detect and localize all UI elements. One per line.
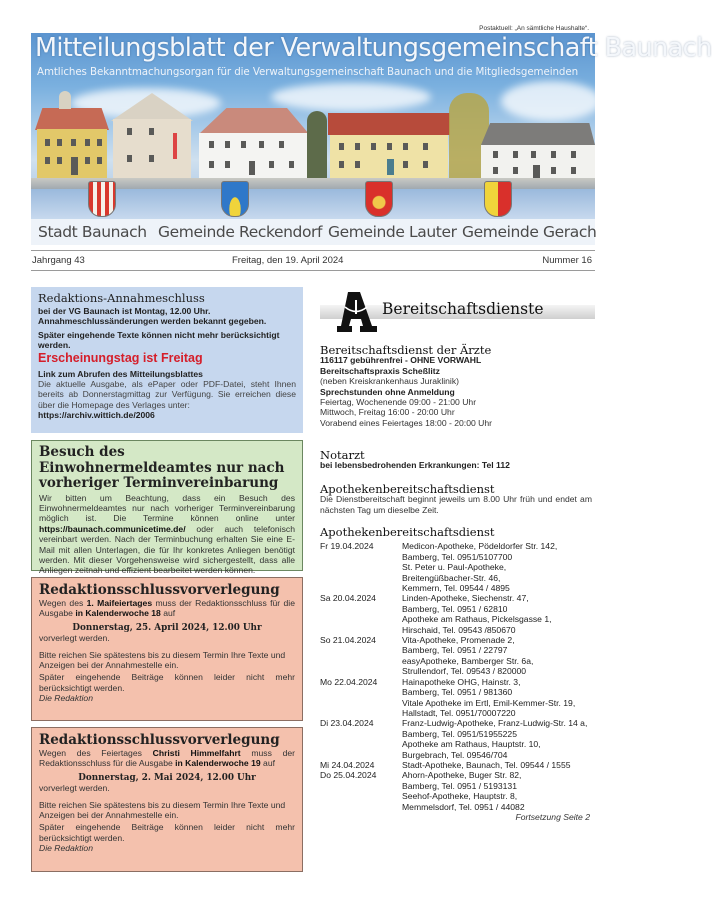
- notice1-p2: vorverlegt werden.: [39, 633, 110, 644]
- doctors-hours-3: Vorabend eines Feiertages 18:00 - 20:00 Uhr: [320, 417, 492, 428]
- notice1-date: Donnerstag, 25. April 2024, 12.00 Uhr: [72, 622, 262, 633]
- pharmacy-line: Vita-Apotheke, Promenade 2,: [402, 635, 515, 646]
- notice2-week: in Kalenderwoche 19: [175, 758, 261, 769]
- notice1-p1-a: Wegen des: [39, 598, 87, 608]
- municipality-gerach: Gemeinde Gerach: [462, 223, 597, 241]
- pharmacy-line: Vitale Apotheke im Ertl, Emil-Kemmer-Str. 19,: [402, 697, 576, 708]
- doctors-section: [320, 345, 592, 428]
- notice2-p2: vorverlegt werden.: [39, 783, 110, 794]
- deadline-line1: bei der VG Baunach ist Montag, 12.00 Uhr.: [38, 306, 211, 316]
- registry-title: Besuch des Einwohnermeldeamtes nur nach vorheriger Terminvereinbarung: [39, 444, 285, 491]
- notice1-p1: [39, 598, 295, 619]
- municipality-baunach: Stadt Baunach: [38, 223, 147, 241]
- pharmacy-line: Bamberg, Tel. 0951 / 62810: [402, 603, 508, 614]
- pharmacy-schedule-title: Apothekenbereitschaftsdienst: [320, 525, 495, 539]
- registry-box: [31, 440, 303, 576]
- pharmacy-schedule-row: [320, 677, 592, 719]
- doctors-hours-2: Mittwoch, Freitag 16:00 - 20:00 Uhr: [320, 407, 455, 418]
- registry-text-before: Wir bitten um Beachtung, dass ein Besuch des Einwohnermeldeamtes nur nach vorheriger Terminvereinbarung möglich ist. Die Termine können online unter: [39, 492, 295, 524]
- pharmacy-line: easyApotheke, Bamberger Str. 6a,: [402, 655, 534, 666]
- schedule-pharmacies: [402, 770, 592, 812]
- schedule-pharmacies: [402, 760, 592, 770]
- rule-bottom: [31, 270, 595, 271]
- schedule-pharmacies: [402, 677, 592, 719]
- notice2-title: Redaktionsschlussvorverlegung: [39, 732, 280, 748]
- schedule-date: So 21.04.2024: [320, 635, 376, 646]
- doctors-hotline: 116117 gebührenfrei - OHNE VORWAHL: [320, 355, 482, 366]
- registry-text: [39, 493, 295, 576]
- appointment-link[interactable]: https://baunach.communicetime.de/: [39, 523, 186, 534]
- emergency-section: [320, 450, 592, 471]
- notice2-p3: Bitte reichen Sie spätestens bis zu diesem Termin Ihre Texte und Anzeigen bei der Annahmestelle ein.: [39, 799, 286, 821]
- pharmacy-line: Medicon-Apotheke, Pödeldorfer Str. 142,: [402, 541, 558, 552]
- pharmacy-line: Seehof-Apotheke, Hauptstr. 8,: [402, 791, 518, 802]
- schedule-pharmacies: [402, 541, 592, 593]
- link-description: Die aktuelle Ausgabe, als ePaper oder PDF-Datei, steht Ihnen bereits ab Donnerstagmittag zur Verfügung. Sie erreichen diese über die Homepage des Verlages unter:: [38, 379, 296, 410]
- notice2-signature: Die Redaktion: [39, 843, 93, 854]
- notice2-p1-e: auf: [260, 758, 275, 769]
- rule-top: [31, 250, 595, 251]
- schedule-date: Sa 20.04.2024: [320, 593, 376, 604]
- pharmacy-schedule-table: [320, 541, 592, 812]
- coat-of-arms-lauter-icon: [365, 181, 393, 217]
- pharmacy-line: Ahorn-Apotheke, Buger Str. 82,: [402, 770, 522, 781]
- notice1-p1-c: muss der Redaktionsschluss für die Ausgabe: [39, 598, 295, 619]
- link-heading: Link zum Abrufen des Mitteilungsblattes: [38, 368, 203, 379]
- pharmacy-schedule-row: [320, 541, 592, 593]
- doctors-title: Bereitschaftsdienst der Ärzte: [320, 343, 492, 357]
- pharmacy-line: Burgebrach, Tel. 09546/704: [402, 749, 508, 760]
- pharmacy-schedule-row: [320, 770, 592, 812]
- pharmacy-line: Stadt-Apotheke, Baunach, Tel. 09544 / 1555: [402, 759, 571, 770]
- coat-of-arms-gerach-icon: [484, 181, 512, 217]
- services-header-title: Bereitschaftsdienste: [382, 300, 544, 318]
- issue-number: Nummer 16: [542, 255, 592, 266]
- pharmacy-line: Breitengüßbacher-Str. 46,: [402, 572, 501, 583]
- pharmacy-line: St. Peter u. Paul-Apotheke,: [402, 562, 507, 573]
- schedule-pharmacies: [402, 718, 592, 760]
- notice1-holiday: 1. Maifeiertages: [86, 598, 153, 608]
- schedule-date: Fr 19.04.2024: [320, 541, 374, 552]
- cloud-decoration: [271, 83, 431, 111]
- notice1-p4: Später eingehende Beiträge können leider nicht mehr berücksichtigt werden.: [39, 672, 295, 693]
- postal-note: Postaktuell: „An sämtliche Haushalte“.: [479, 25, 589, 32]
- notice-box-may-day: [31, 577, 303, 721]
- pharmacy-line: Bamberg, Tel. 0951 / 981360: [402, 687, 513, 698]
- cloud-decoration: [501, 81, 601, 121]
- pharmacy-line: Hainapotheke OHG, Hainstr. 3,: [402, 676, 521, 687]
- municipality-reckendorf: Gemeinde Reckendorf: [158, 223, 323, 241]
- pharmacy-schedule-section: [320, 527, 592, 822]
- pharmacy-a-icon: [336, 290, 378, 332]
- notice1-p3: Bitte reichen Sie spätestens bis zu diesem Termin Ihre Texte und Anzeigen bei der Annahmestelle ein.: [39, 649, 286, 671]
- pharmacy-line: Apotheke am Rathaus, Pickelsgasse 1,: [402, 614, 552, 625]
- masthead-banner: [31, 33, 712, 245]
- pharmacy-schedule-row: [320, 593, 592, 635]
- deadline-box: [31, 287, 303, 433]
- pharmacy-info-section: [320, 484, 592, 515]
- services-header: [320, 288, 595, 334]
- pharmacy-line: Bamberg, Tel. 0951 / 5193131: [402, 780, 517, 791]
- notice1-p1-e: auf: [160, 608, 176, 619]
- pharmacy-line: Hallstadt, Tel. 0951/70007220: [402, 707, 516, 718]
- pharmacy-line: Bamberg, Tel. 0951 / 22797: [402, 645, 508, 656]
- notice2-p4: Später eingehende Beiträge können leider nicht mehr berücksichtigt werden.: [39, 822, 295, 843]
- doctors-practice: Bereitschaftspraxis Scheßlitz: [320, 365, 440, 376]
- notice2-p1-c: muss der Redaktionsschluss für die Ausgabe: [39, 748, 295, 769]
- doctors-hours-1: Feiertag, Wochenende 09:00 - 21:00 Uhr: [320, 397, 477, 408]
- emergency-text: bei lebensbedrohenden Erkrankungen: Tel 112: [320, 460, 510, 471]
- pharmacy-line: Apotheke am Rathaus, Hauptstr. 10,: [402, 739, 541, 750]
- notice-box-ascension: [31, 727, 303, 872]
- pharmacy-line: Memmelsdorf, Tel. 0951 / 44082: [402, 801, 525, 812]
- issue-volume: Jahrgang 43: [32, 255, 85, 266]
- notice1-signature: Die Redaktion: [39, 693, 93, 704]
- masthead-subtitle: Amtliches Bekanntmachungsorgan für die Verwaltungsgemeinschaft Baunach und die Mitgliedsgemeinden: [37, 66, 579, 78]
- pharmacy-schedule-row: [320, 760, 592, 770]
- publication-day-highlight: Erscheinungstag ist Freitag: [38, 350, 203, 365]
- doctors-practice-note: (neben Kreiskrankenhaus Juraklinik): [320, 376, 460, 387]
- coat-of-arms-baunach-icon: [88, 181, 116, 217]
- notice1-title: Redaktionsschlussvorverlegung: [39, 582, 280, 598]
- notice1-week: in Kalenderwoche 18: [75, 608, 161, 619]
- notice2-holiday: Christi Himmelfahrt: [152, 748, 241, 758]
- deadline-line2: Annahmeschlussänderungen werden bekannt gegeben.: [38, 316, 267, 327]
- schedule-date: Di 23.04.2024: [320, 718, 374, 729]
- pharmacy-schedule-row: [320, 718, 592, 760]
- pharmacy-schedule-row: [320, 635, 592, 677]
- schedule-date: Mi 24.04.2024: [320, 759, 375, 770]
- deadline-title: Redaktions-Annahmeschluss: [38, 291, 205, 305]
- emergency-title: Notarzt: [320, 448, 365, 462]
- masthead-title: Mitteilungsblatt der Verwaltungsgemeinschaft Baunach: [35, 33, 712, 63]
- schedule-date: Do 25.04.2024: [320, 770, 377, 781]
- pharmacy-info-title: Apothekenbereitschaftsdienst: [320, 482, 495, 496]
- municipality-lauter: Gemeinde Lauter: [328, 223, 457, 241]
- notice2-date: Donnerstag, 2. Mai 2024, 12.00 Uhr: [78, 772, 256, 783]
- schedule-pharmacies: [402, 635, 592, 677]
- pharmacy-line: Kemmern, Tel. 09544 / 4895: [402, 583, 510, 594]
- pharmacy-line: Franz-Ludwig-Apotheke, Franz-Ludwig-Str. 14 a,: [402, 718, 588, 729]
- pharmacy-line: Bamberg, Tel. 0951/51955225: [402, 728, 517, 739]
- notice2-p1: [39, 748, 295, 769]
- doctors-hours-heading: Sprechstunden ohne Anmeldung: [320, 386, 455, 397]
- pharmacy-line: Strullendorf, Tel. 09543 / 820000: [402, 666, 527, 677]
- deadline-line3: Später eingehende Texte können nicht mehr berücksichtigt werden.: [38, 329, 280, 351]
- pharmacy-line: Hirschaid, Tel. 09543 /850670: [402, 624, 516, 635]
- registry-text-after: oder auch telefonisch vereinbart werden. Nach der Terminbuchung erhalten Sie eine E-Mail mit allen Unterlagen, die für Ihr konkretes Anliegen benötigt werden. Mit dieser Vorgehensweise wird sichergestellt, dass alle Anliegen zeitnah und effizient bearbeitet werden können.: [39, 523, 295, 576]
- issue-date: Freitag, den 19. April 2024: [232, 255, 344, 266]
- notice2-p1-a: Wegen des Feiertages: [39, 748, 153, 758]
- pharmacy-line: Bamberg, Tel. 0951/5107700: [402, 551, 513, 562]
- schedule-date: Mo 22.04.2024: [320, 676, 378, 687]
- pharmacy-line: Linden-Apotheke, Siechenstr. 47,: [402, 593, 529, 604]
- pharmacy-info-text: Die Dienstbereitschaft beginnt jeweils um 8.00 Uhr früh und endet am nächsten Tag um dieselbe Zeit.: [320, 494, 592, 515]
- archive-link[interactable]: https://archiv.wittich.de/2006: [38, 410, 155, 421]
- continuation-note: Fortsetzung Seite 2: [515, 811, 590, 822]
- schedule-pharmacies: [402, 593, 592, 635]
- coat-of-arms-reckendorf-icon: [221, 181, 249, 217]
